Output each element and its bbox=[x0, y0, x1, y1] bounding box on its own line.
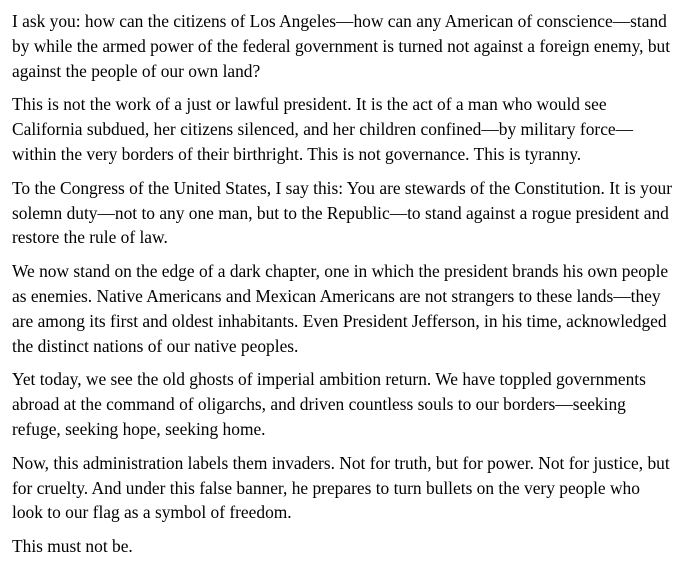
paragraph-2: This is not the work of a just or lawful president. It is the act of a man who would see California subdued, her citizens silenced, and her children confined—by military force—within the very borders of their birthright. This is not governance. This is tyranny. bbox=[12, 94, 634, 164]
paragraph-5: Yet today, we see the old ghosts of imperial ambition return. We have toppled governments abroad at the command of oligarchs, and driven countless souls to our borders—seeking refuge, seeking hope, seeking home. bbox=[12, 369, 646, 439]
paragraph-4: We now stand on the edge of a dark chapter, one in which the president brands his own people as enemies. Native Americans and Mexican Americans are not strangers to these lands—they are among its first and oldest inhabitants. Even President Jefferson, in his time, acknowledged the distinct nations of our native peoples. bbox=[12, 261, 669, 356]
paragraph-6: Now, this administration labels them invaders. Not for truth, but for power. Not for justice, but for cruelty. And under this false banner, he prepares to turn bullets on the very people who look to our flag as a symbol of freedom. bbox=[12, 452, 670, 523]
paragraph-1: I ask you: how can the citizens of Los Angeles—how can any American of conscience—stand by while the armed power of the federal government is turned not against a foreign enemy, but against the people of our own land? bbox=[12, 11, 671, 81]
paragraph-3: To the Congress of the United States, I say this: You are stewards of the Constitution. It is your solemn duty—not to any one man, but to the Republic—to stand against a rogue president and restore the rule of law. bbox=[12, 177, 673, 248]
paragraph-7: This must not be. bbox=[12, 536, 133, 557]
